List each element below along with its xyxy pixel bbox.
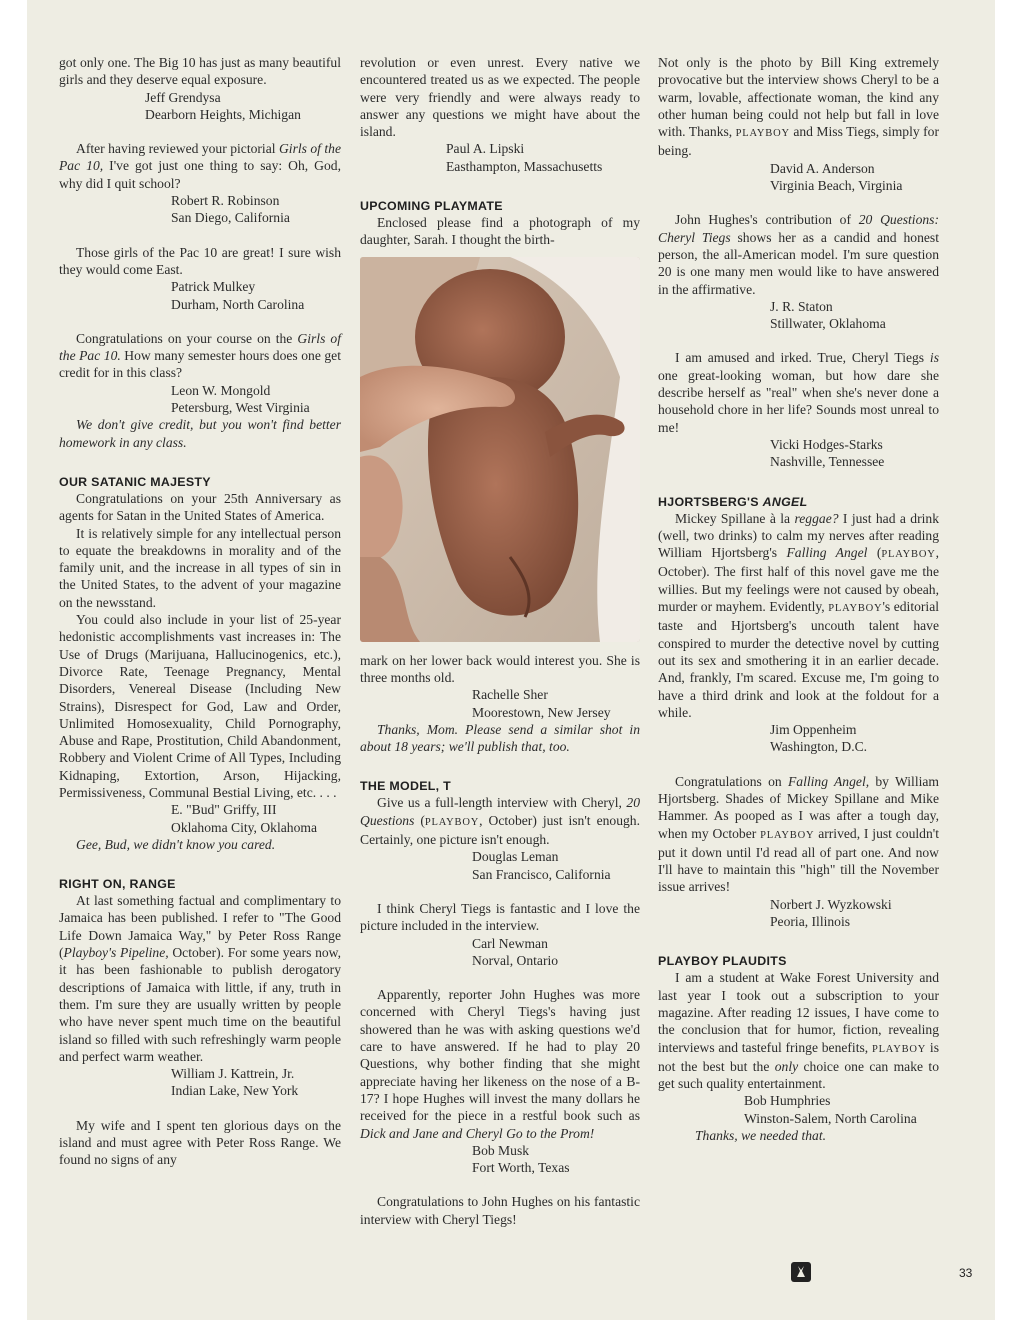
letter-text: Not only is the photo by Bill King extremely provocative but the interview shows Cheryl to be a warm, lovable, affectionate woman, the kind any other human being could not help but fall in love with. Thanks, PLAYBOY and Miss Tiegs, simply for being. xyxy=(658,55,939,159)
section-heading: HJORTSBERG'S ANGEL xyxy=(658,494,808,509)
letter-text: Mickey Spillane à la reggae? I just had a drink (well, two drinks) to calm my nerves after reading William Hjortsberg's Falling Angel (PLAYBOY, October). The first half of this novel gave me the willies. But my feelings were not caused by obeah, murder or mayhem. Evidently, PLAYBOY's editorial taste and Hjortsberg's uncouth talent have conspired to murder the detective novel by cutting out its sex and smothering it in an earlier decade. And, frankly, I'm scared. Excuse me, I'm going to have a third drink and look at the foldout for a while. xyxy=(658,510,940,720)
editor-reply: Gee, Bud, we didn't know you cared. xyxy=(76,836,276,852)
letter-text: Those girls of the Pac 10 are great! I sure wish they would come East. xyxy=(59,244,341,277)
letter-text: Congratulations to John Hughes on his fantastic interview with Cheryl Tiegs! xyxy=(360,1194,640,1227)
letter-signature: Jeff Grendysa xyxy=(145,89,221,105)
letter-signature: William J. Kattrein, Jr. xyxy=(171,1066,295,1082)
letter-location: Petersburg, West Virginia xyxy=(171,400,310,416)
letter-location: Norval, Ontario xyxy=(472,952,559,968)
bunny-logo-icon xyxy=(791,1262,811,1282)
letter-text: Enclosed please find a photograph of my daughter, Sarah. I thought the birth- xyxy=(360,215,640,248)
letter-text: John Hughes's contribution of 20 Questions: Cheryl Tiegs shows her as a candid and honest person, the all-American model. I'm sure question 20 is one many men would like to have answered in the affirmative. xyxy=(658,212,939,297)
letter-text: I am amused and irked. True, Cheryl Tiegs is one great-looking woman, but how dare she describe herself as "real" when she's never done a household chore in her life? Sounds most unreal to me! xyxy=(658,350,939,435)
letter-location: Easthampton, Massachusetts xyxy=(446,158,603,174)
letter-text: It is relatively simple for any intellectual person to equate the breakdowns in morality and of the family unit, and the increase in all types of sin in the United States, to the advent of your magazine on the newsstand. xyxy=(59,525,341,610)
letter-signature: Patrick Mulkey xyxy=(171,279,256,295)
letter-text: At last something factual and complimentary to Jamaica has been published. I refer to "The Good Life Down Jamaica Way," by Peter Ross Range (Playboy's Pipeline, October). For some years now, it has been fashionable to publish derogatory descriptions of Jamaica with little, if any, truth in them. I'm sure they are usually written by people who have never spent much time on the beautiful island so filled with such refreshingly warm people and perfect warm weather. xyxy=(59,893,341,1064)
letter-text: Give us a full-length interview with Cheryl, 20 Questions (PLAYBOY, October) just isn't enough. Certainly, one picture isn't enough. xyxy=(360,795,640,848)
section-heading: OUR SATANIC MAJESTY xyxy=(59,474,211,489)
letter-text: got only one. The Big 10 has just as many beautiful girls and they deserve equal exposure. xyxy=(59,55,341,88)
letter-location: Fort Worth, Texas xyxy=(472,1160,570,1176)
letter-signature: J. R. Staton xyxy=(770,298,833,314)
letter-signature: Bob Humphries xyxy=(744,1093,831,1109)
letter-signature: Rachelle Sher xyxy=(472,687,548,703)
letter-text: My wife and I spent ten glorious days on the island and must agree with Peter Ross Range. We found no signs of any xyxy=(59,1117,341,1168)
magazine-page xyxy=(27,0,995,1320)
letter-text: After having reviewed your pictorial Girls of the Pac 10, I've got just one thing to say: Oh, God, why did I quit school? xyxy=(59,141,342,191)
letter-location: Washington, D.C. xyxy=(770,739,868,755)
column-2 xyxy=(360,54,640,1228)
letter-location: Moorestown, New Jersey xyxy=(472,704,611,720)
editor-reply: We don't give credit, but you won't find better homework in any class. xyxy=(59,417,341,450)
letter-location: San Diego, California xyxy=(171,210,290,226)
letter-location: Winston-Salem, North Carolina xyxy=(744,1110,917,1126)
letter-signature: Paul A. Lipski xyxy=(446,141,525,157)
letter-text: I am a student at Wake Forest University and last year I took out a subscription to your magazine. After reading 12 issues, I have come to the conclusion that for humor, fiction, revealing interviews and tasteful fringe benefits, PLAYBOY is not the best but the only choice one can make to get such quality entertainment. xyxy=(658,970,939,1092)
letter-location: Nashville, Tennessee xyxy=(770,454,885,470)
letter-location: Oklahoma City, Oklahoma xyxy=(171,819,317,835)
column-3 xyxy=(658,54,939,1144)
letter-location: Indian Lake, New York xyxy=(171,1083,299,1099)
baby-photo xyxy=(360,257,640,642)
letter-signature: Leon W. Mongold xyxy=(171,382,271,398)
letter-signature: Vicki Hodges-Starks xyxy=(770,436,883,452)
letter-text: revolution or even unrest. Every native we encountered treated us as we expected. The people were very friendly and were always ready to answer any questions we might have about the island. xyxy=(360,55,640,140)
letter-signature: Norbert J. Wyzkowski xyxy=(770,896,892,912)
letter-location: Virginia Beach, Virginia xyxy=(770,178,903,194)
section-heading: UPCOMING PLAYMATE xyxy=(360,199,503,214)
letter-signature: E. "Bud" Griffy, III xyxy=(171,802,277,818)
letter-signature: Bob Musk xyxy=(472,1142,530,1158)
letter-text: Apparently, reporter John Hughes was more concerned with Cheryl Tiegs's having just showered than he was with asking questions we'd care to have answered. If he had to play 20 Questions, why bother finding that she might appreciate having her likeness on the nose of a B-17? I hope Hughes will invest the many dollars he received for the piece in a restful book such as Dick and Jane and Cheryl Go to the Prom! xyxy=(360,987,640,1141)
letter-text: Congratulations on your course on the Girls of the Pac 10. How many semester hours does one get credit for in this class? xyxy=(59,330,341,381)
column-1 xyxy=(59,54,341,1169)
letter-text: Congratulations on Falling Angel, by William Hjortsberg. Shades of Mickey Spillane and Mike Hammer. As pooped as I was after a tough day, when my October PLAYBOY arrived, I just couldn't put it down until I'd read all of part one. And now I'll have to maintain this "high" till the November issue arrives! xyxy=(658,773,940,895)
letter-location: Peoria, Illinois xyxy=(770,914,851,930)
page-number: 33 xyxy=(959,1266,973,1280)
editor-reply: Thanks, we needed that. xyxy=(695,1128,827,1144)
section-heading: PLAYBOY PLAUDITS xyxy=(658,954,787,969)
editor-reply: Thanks, Mom. Please send a similar shot in about 18 years; we'll publish that, too. xyxy=(360,721,640,755)
section-heading: RIGHT ON, RANGE xyxy=(59,877,176,892)
letter-signature: David A. Anderson xyxy=(770,160,875,176)
letter-signature: Douglas Leman xyxy=(472,849,559,865)
letter-location: Dearborn Heights, Michigan xyxy=(145,106,301,122)
letter-text: mark on her lower back would interest you. She is three months old. xyxy=(360,652,640,685)
letter-text: You could also include in your list of 25-year hedonistic accomplishments vast increases in: The Use of Drugs (Marijuana, Hallucinogenics, etc.), Divorce Rate, Teenage Pregnancy, Mental Disorders, Venereal Disease (Including New Strains), Disrespect for God, Law and Order, Unlimited Homosexuality, Child Pornography, Abuse and Rape, Prostitution, Child Abandonment, Robbery and Violent Crime of All Types, Including Kidnaping, Extortion, Arson, Hijacking, Permissiveness, Communal Bestial Living, etc. . . . xyxy=(59,612,341,800)
baby-photo-illustration xyxy=(360,257,640,642)
letter-location: Stillwater, Oklahoma xyxy=(770,316,886,332)
letter-signature: Robert R. Robinson xyxy=(171,193,280,209)
letter-signature: Jim Oppenheim xyxy=(770,722,857,738)
letter-text: Congratulations on your 25th Anniversary as agents for Satan in the United States of America. xyxy=(59,490,341,524)
section-heading: THE MODEL, T xyxy=(360,779,452,794)
letter-signature: Carl Newman xyxy=(472,935,548,951)
letter-text: I think Cheryl Tiegs is fantastic and I love the picture included in the interview. xyxy=(360,900,640,934)
letter-location: Durham, North Carolina xyxy=(171,296,305,312)
letter-location: San Francisco, California xyxy=(472,866,611,882)
